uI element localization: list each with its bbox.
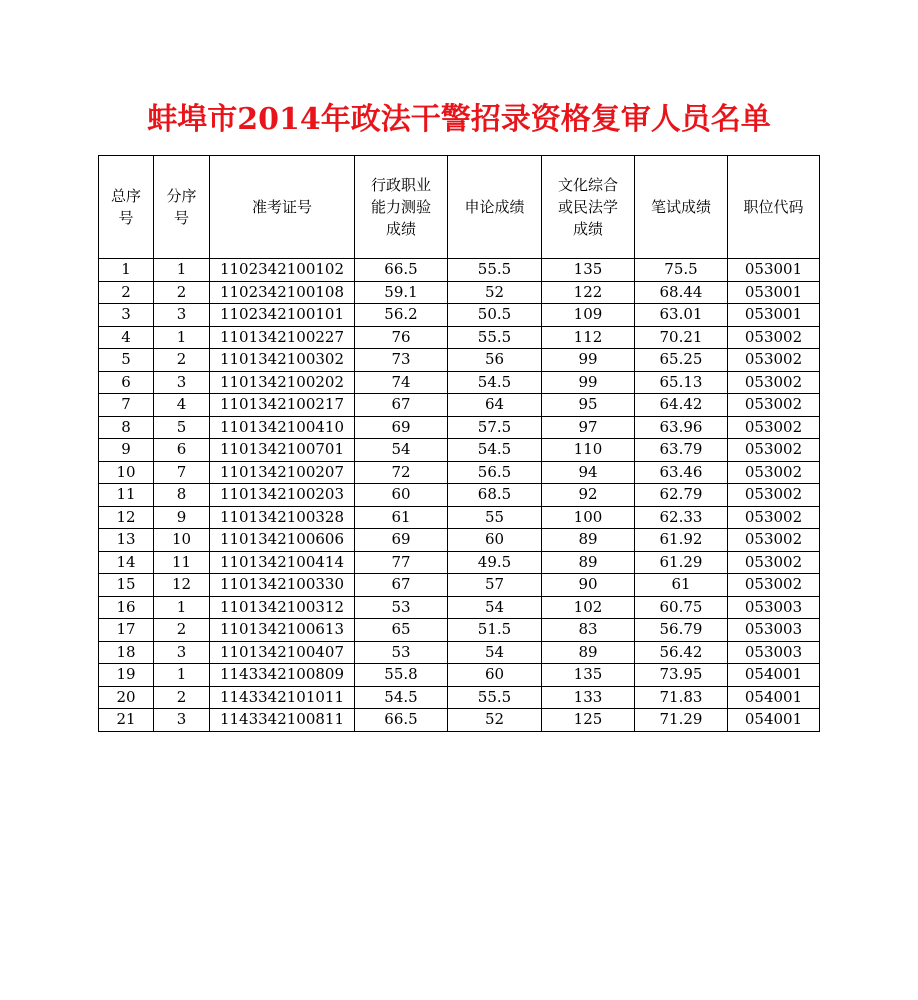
cell-culture-law-score: 83 bbox=[542, 619, 635, 642]
cell-ticket-number: 1101342100312 bbox=[210, 596, 355, 619]
cell-essay-score: 68.5 bbox=[448, 484, 542, 507]
cell-essay-score: 54.5 bbox=[448, 371, 542, 394]
cell-aptitude-score: 53 bbox=[355, 641, 448, 664]
table-row bbox=[99, 394, 820, 417]
cell-total-index: 2 bbox=[99, 281, 154, 304]
cell-essay-score: 64 bbox=[448, 394, 542, 417]
cell-position-code: 053002 bbox=[728, 349, 820, 372]
cell-culture-law-score: 125 bbox=[542, 709, 635, 732]
table-row bbox=[99, 349, 820, 372]
cell-written-score: 63.01 bbox=[635, 304, 728, 327]
table-row bbox=[99, 529, 820, 552]
cell-aptitude-score: 54.5 bbox=[355, 686, 448, 709]
cell-culture-law-score: 89 bbox=[542, 551, 635, 574]
cell-aptitude-score: 56.2 bbox=[355, 304, 448, 327]
table-row bbox=[99, 686, 820, 709]
cell-position-code: 053003 bbox=[728, 641, 820, 664]
cell-total-index: 1 bbox=[99, 259, 154, 282]
table-row bbox=[99, 506, 820, 529]
cell-aptitude-score: 69 bbox=[355, 529, 448, 552]
cell-sub-index: 1 bbox=[154, 596, 210, 619]
cell-position-code: 053002 bbox=[728, 574, 820, 597]
cell-culture-law-score: 110 bbox=[542, 439, 635, 462]
table-body bbox=[99, 259, 820, 732]
cell-culture-law-score: 135 bbox=[542, 259, 635, 282]
table-row bbox=[99, 641, 820, 664]
cell-written-score: 75.5 bbox=[635, 259, 728, 282]
cell-ticket-number: 1101342100227 bbox=[210, 326, 355, 349]
cell-essay-score: 55.5 bbox=[448, 326, 542, 349]
cell-culture-law-score: 92 bbox=[542, 484, 635, 507]
cell-sub-index: 3 bbox=[154, 709, 210, 732]
cell-sub-index: 2 bbox=[154, 619, 210, 642]
table-row bbox=[99, 281, 820, 304]
cell-sub-index: 1 bbox=[154, 259, 210, 282]
cell-ticket-number: 1101342100202 bbox=[210, 371, 355, 394]
cell-culture-law-score: 95 bbox=[542, 394, 635, 417]
cell-total-index: 15 bbox=[99, 574, 154, 597]
cell-ticket-number: 1101342100207 bbox=[210, 461, 355, 484]
cell-position-code: 053002 bbox=[728, 461, 820, 484]
cell-sub-index: 3 bbox=[154, 371, 210, 394]
cell-total-index: 4 bbox=[99, 326, 154, 349]
review-roster-table bbox=[98, 155, 820, 732]
cell-position-code: 053001 bbox=[728, 281, 820, 304]
cell-aptitude-score: 61 bbox=[355, 506, 448, 529]
cell-ticket-number: 1101342100407 bbox=[210, 641, 355, 664]
table-row bbox=[99, 596, 820, 619]
cell-ticket-number: 1101342100302 bbox=[210, 349, 355, 372]
table-row bbox=[99, 371, 820, 394]
header-ticket-number: 准考证号 bbox=[210, 156, 355, 259]
cell-culture-law-score: 112 bbox=[542, 326, 635, 349]
cell-ticket-number: 1101342100330 bbox=[210, 574, 355, 597]
cell-essay-score: 50.5 bbox=[448, 304, 542, 327]
cell-ticket-number: 1101342100701 bbox=[210, 439, 355, 462]
cell-total-index: 10 bbox=[99, 461, 154, 484]
cell-culture-law-score: 122 bbox=[542, 281, 635, 304]
cell-culture-law-score: 94 bbox=[542, 461, 635, 484]
cell-sub-index: 7 bbox=[154, 461, 210, 484]
cell-position-code: 053002 bbox=[728, 416, 820, 439]
header-culture-law-score: 文化综合 或民法学 成绩 bbox=[542, 156, 635, 259]
header-position-code: 职位代码 bbox=[728, 156, 820, 259]
cell-written-score: 56.79 bbox=[635, 619, 728, 642]
cell-essay-score: 54 bbox=[448, 596, 542, 619]
cell-written-score: 60.75 bbox=[635, 596, 728, 619]
cell-position-code: 053001 bbox=[728, 304, 820, 327]
cell-culture-law-score: 109 bbox=[542, 304, 635, 327]
cell-total-index: 7 bbox=[99, 394, 154, 417]
cell-written-score: 73.95 bbox=[635, 664, 728, 687]
cell-total-index: 13 bbox=[99, 529, 154, 552]
cell-culture-law-score: 135 bbox=[542, 664, 635, 687]
header-aptitude-score: 行政职业 能力测验 成绩 bbox=[355, 156, 448, 259]
cell-ticket-number: 1102342100102 bbox=[210, 259, 355, 282]
cell-position-code: 053002 bbox=[728, 551, 820, 574]
cell-ticket-number: 1101342100606 bbox=[210, 529, 355, 552]
cell-written-score: 65.13 bbox=[635, 371, 728, 394]
cell-aptitude-score: 53 bbox=[355, 596, 448, 619]
cell-written-score: 64.42 bbox=[635, 394, 728, 417]
table-row bbox=[99, 461, 820, 484]
cell-aptitude-score: 67 bbox=[355, 574, 448, 597]
cell-culture-law-score: 99 bbox=[542, 349, 635, 372]
table-row bbox=[99, 439, 820, 462]
cell-written-score: 68.44 bbox=[635, 281, 728, 304]
cell-essay-score: 56 bbox=[448, 349, 542, 372]
cell-ticket-number: 1101342100217 bbox=[210, 394, 355, 417]
cell-aptitude-score: 66.5 bbox=[355, 259, 448, 282]
cell-aptitude-score: 74 bbox=[355, 371, 448, 394]
cell-essay-score: 52 bbox=[448, 281, 542, 304]
cell-aptitude-score: 65 bbox=[355, 619, 448, 642]
cell-total-index: 20 bbox=[99, 686, 154, 709]
cell-position-code: 053003 bbox=[728, 596, 820, 619]
cell-ticket-number: 1101342100414 bbox=[210, 551, 355, 574]
cell-culture-law-score: 90 bbox=[542, 574, 635, 597]
cell-position-code: 053002 bbox=[728, 529, 820, 552]
cell-essay-score: 60 bbox=[448, 529, 542, 552]
cell-position-code: 053002 bbox=[728, 506, 820, 529]
cell-sub-index: 3 bbox=[154, 641, 210, 664]
cell-total-index: 18 bbox=[99, 641, 154, 664]
cell-essay-score: 51.5 bbox=[448, 619, 542, 642]
cell-total-index: 19 bbox=[99, 664, 154, 687]
cell-essay-score: 49.5 bbox=[448, 551, 542, 574]
cell-sub-index: 4 bbox=[154, 394, 210, 417]
table-header-row bbox=[99, 156, 820, 259]
table-row bbox=[99, 304, 820, 327]
header-sub-index: 分序 号 bbox=[154, 156, 210, 259]
cell-aptitude-score: 69 bbox=[355, 416, 448, 439]
cell-position-code: 054001 bbox=[728, 709, 820, 732]
cell-aptitude-score: 66.5 bbox=[355, 709, 448, 732]
cell-culture-law-score: 102 bbox=[542, 596, 635, 619]
cell-written-score: 63.96 bbox=[635, 416, 728, 439]
table-row bbox=[99, 259, 820, 282]
cell-total-index: 17 bbox=[99, 619, 154, 642]
cell-ticket-number: 1143342100811 bbox=[210, 709, 355, 732]
cell-written-score: 71.83 bbox=[635, 686, 728, 709]
cell-total-index: 12 bbox=[99, 506, 154, 529]
cell-total-index: 3 bbox=[99, 304, 154, 327]
cell-essay-score: 60 bbox=[448, 664, 542, 687]
cell-total-index: 6 bbox=[99, 371, 154, 394]
cell-ticket-number: 1101342100328 bbox=[210, 506, 355, 529]
cell-aptitude-score: 67 bbox=[355, 394, 448, 417]
cell-position-code: 054001 bbox=[728, 686, 820, 709]
table-row bbox=[99, 619, 820, 642]
page-title: 蚌埠市2014年政法干警招录资格复审人员名单 bbox=[147, 102, 771, 137]
cell-position-code: 053002 bbox=[728, 326, 820, 349]
table-row bbox=[99, 551, 820, 574]
cell-sub-index: 11 bbox=[154, 551, 210, 574]
cell-aptitude-score: 72 bbox=[355, 461, 448, 484]
cell-aptitude-score: 73 bbox=[355, 349, 448, 372]
cell-position-code: 053001 bbox=[728, 259, 820, 282]
cell-culture-law-score: 97 bbox=[542, 416, 635, 439]
cell-total-index: 11 bbox=[99, 484, 154, 507]
cell-sub-index: 10 bbox=[154, 529, 210, 552]
cell-written-score: 62.79 bbox=[635, 484, 728, 507]
cell-total-index: 8 bbox=[99, 416, 154, 439]
cell-total-index: 9 bbox=[99, 439, 154, 462]
cell-culture-law-score: 89 bbox=[542, 529, 635, 552]
cell-aptitude-score: 76 bbox=[355, 326, 448, 349]
cell-ticket-number: 1102342100101 bbox=[210, 304, 355, 327]
cell-ticket-number: 1101342100613 bbox=[210, 619, 355, 642]
cell-ticket-number: 1101342100203 bbox=[210, 484, 355, 507]
cell-essay-score: 54.5 bbox=[448, 439, 542, 462]
table-row bbox=[99, 574, 820, 597]
table-row bbox=[99, 709, 820, 732]
cell-aptitude-score: 60 bbox=[355, 484, 448, 507]
cell-written-score: 71.29 bbox=[635, 709, 728, 732]
cell-ticket-number: 1143342101011 bbox=[210, 686, 355, 709]
cell-aptitude-score: 77 bbox=[355, 551, 448, 574]
cell-essay-score: 56.5 bbox=[448, 461, 542, 484]
cell-essay-score: 57 bbox=[448, 574, 542, 597]
cell-sub-index: 12 bbox=[154, 574, 210, 597]
cell-sub-index: 1 bbox=[154, 664, 210, 687]
cell-total-index: 16 bbox=[99, 596, 154, 619]
cell-ticket-number: 1101342100410 bbox=[210, 416, 355, 439]
table-row bbox=[99, 664, 820, 687]
header-written-score: 笔试成绩 bbox=[635, 156, 728, 259]
cell-written-score: 62.33 bbox=[635, 506, 728, 529]
cell-culture-law-score: 89 bbox=[542, 641, 635, 664]
table-row bbox=[99, 326, 820, 349]
cell-sub-index: 8 bbox=[154, 484, 210, 507]
cell-written-score: 61.92 bbox=[635, 529, 728, 552]
header-total-index: 总序 号 bbox=[99, 156, 154, 259]
cell-essay-score: 55.5 bbox=[448, 686, 542, 709]
cell-written-score: 65.25 bbox=[635, 349, 728, 372]
cell-written-score: 56.42 bbox=[635, 641, 728, 664]
cell-essay-score: 55 bbox=[448, 506, 542, 529]
cell-essay-score: 55.5 bbox=[448, 259, 542, 282]
table-row bbox=[99, 484, 820, 507]
cell-ticket-number: 1143342100809 bbox=[210, 664, 355, 687]
cell-sub-index: 2 bbox=[154, 686, 210, 709]
cell-written-score: 61 bbox=[635, 574, 728, 597]
cell-total-index: 5 bbox=[99, 349, 154, 372]
cell-aptitude-score: 59.1 bbox=[355, 281, 448, 304]
cell-written-score: 63.79 bbox=[635, 439, 728, 462]
cell-position-code: 053002 bbox=[728, 484, 820, 507]
cell-sub-index: 5 bbox=[154, 416, 210, 439]
cell-essay-score: 57.5 bbox=[448, 416, 542, 439]
cell-essay-score: 52 bbox=[448, 709, 542, 732]
cell-sub-index: 6 bbox=[154, 439, 210, 462]
cell-culture-law-score: 133 bbox=[542, 686, 635, 709]
header-essay-score: 申论成绩 bbox=[448, 156, 542, 259]
cell-written-score: 63.46 bbox=[635, 461, 728, 484]
cell-position-code: 053002 bbox=[728, 439, 820, 462]
cell-sub-index: 2 bbox=[154, 281, 210, 304]
cell-aptitude-score: 55.8 bbox=[355, 664, 448, 687]
cell-culture-law-score: 99 bbox=[542, 371, 635, 394]
cell-total-index: 21 bbox=[99, 709, 154, 732]
cell-aptitude-score: 54 bbox=[355, 439, 448, 462]
cell-sub-index: 1 bbox=[154, 326, 210, 349]
cell-position-code: 053002 bbox=[728, 371, 820, 394]
cell-culture-law-score: 100 bbox=[542, 506, 635, 529]
cell-total-index: 14 bbox=[99, 551, 154, 574]
cell-written-score: 70.21 bbox=[635, 326, 728, 349]
cell-sub-index: 2 bbox=[154, 349, 210, 372]
cell-sub-index: 3 bbox=[154, 304, 210, 327]
cell-position-code: 053003 bbox=[728, 619, 820, 642]
table-row bbox=[99, 416, 820, 439]
cell-sub-index: 9 bbox=[154, 506, 210, 529]
cell-essay-score: 54 bbox=[448, 641, 542, 664]
cell-ticket-number: 1102342100108 bbox=[210, 281, 355, 304]
cell-written-score: 61.29 bbox=[635, 551, 728, 574]
cell-position-code: 054001 bbox=[728, 664, 820, 687]
cell-position-code: 053002 bbox=[728, 394, 820, 417]
